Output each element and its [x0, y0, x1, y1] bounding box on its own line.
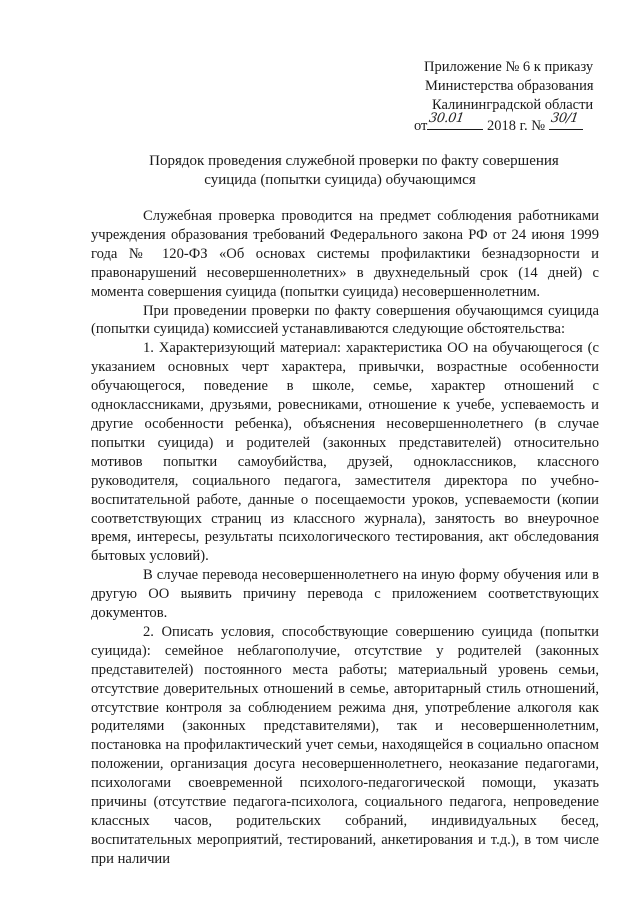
title-line-1: Порядок проведения служебной проверки по факту совершения — [149, 153, 559, 169]
date-field — [427, 111, 483, 130]
order-date-number-line — [412, 111, 612, 136]
paragraph-circumstances: При проведении проверки по факту совершения обучающимся суицида (попытки суицида) комиссией устанавливаются следующие обстоятельства: — [91, 302, 599, 338]
paragraph-item-2: 2. Описать условия, способствующие совершению суицида (попытки суицида): семейное неблагополучие, отсутствие у родителей (законных представителей) постоянного места работы; материальный уровень семьи, отсутствие доверительных отношений в семье, авторитарный стиль отношений, отсутствие контроля за соблюдением режима дня, употребление алкоголя как родителями (законных представителями), так и несовершеннолетним, постановка на профилактический учет семьи, находящейся в социально опасном положении, организация досуга несовершеннолетнего, неоказание педагогами, психологами своевременной психолого-педагогической помощи, указать причины (отсутствие педагога-психолога, социального педагога, непроведение классных часов, родительских собраний, индивидуальных бесед, воспитательных мероприятий, тестирований, анкетирования и т.д.), в том числе при наличии — [91, 623, 599, 867]
date-prefix: от — [414, 118, 428, 134]
appendix-line-1: Приложение № 6 к приказу — [424, 59, 594, 75]
year-and-number-label: 2018 г. № — [487, 118, 546, 134]
document-body — [91, 207, 599, 869]
order-number-field — [549, 111, 583, 130]
handwritten-date: 30.01 — [428, 111, 466, 126]
paragraph-transfer: В случае перевода несовершеннолетнего на иную форму обучения или в другую ОО выявить причину перевода с приложением соответствующих документов. — [91, 567, 599, 622]
paragraph-item-1: 1. Характеризующий материал: характеристика ОО на обучающегося (с указанием основных черт характера, привычки, возрастные особенности обучающегося, поведение в школе, семье, характер отношений с одноклассниками, друзьями, ровесниками, отношение к учебе, успеваемость и другие особенности ребенка), объяснения несовершеннолетнего (в случае попытки суицида) и родителей (законных представителей) относительно мотивов попытки самоубийства, друзей, одноклассников, классного руководителя, социального педагога, заместителя директора по учебно-воспитательной работе, данные о посещаемости уроков, успеваемости (копии соответствующих страниц из классного журнала), занятость во внеурочное время, интересы, результаты психологического тестирования, акт обследования бытовых условий). — [91, 340, 599, 565]
appendix-line-2: Министерства образования — [425, 78, 594, 94]
document-title — [120, 152, 560, 190]
handwritten-order-number: 30/1 — [549, 111, 579, 126]
paragraph-intro: Служебная проверка проводится на предмет соблюдения работниками учреждения образования требований Федерального закона РФ от 24 июня 1999 года № 120-ФЗ «Об основах системы профилактики безнадзорности и правонарушений несовершеннолетних» в двухнедельный срок (14 дней) с момента совершения суицида (попытки суицида) несовершеннолетним. — [91, 208, 599, 300]
appendix-header — [412, 58, 612, 136]
title-line-2: суицида (попытки суицида) обучающимся — [204, 172, 476, 188]
appendix-line-3: Калининградской области — [432, 97, 594, 113]
